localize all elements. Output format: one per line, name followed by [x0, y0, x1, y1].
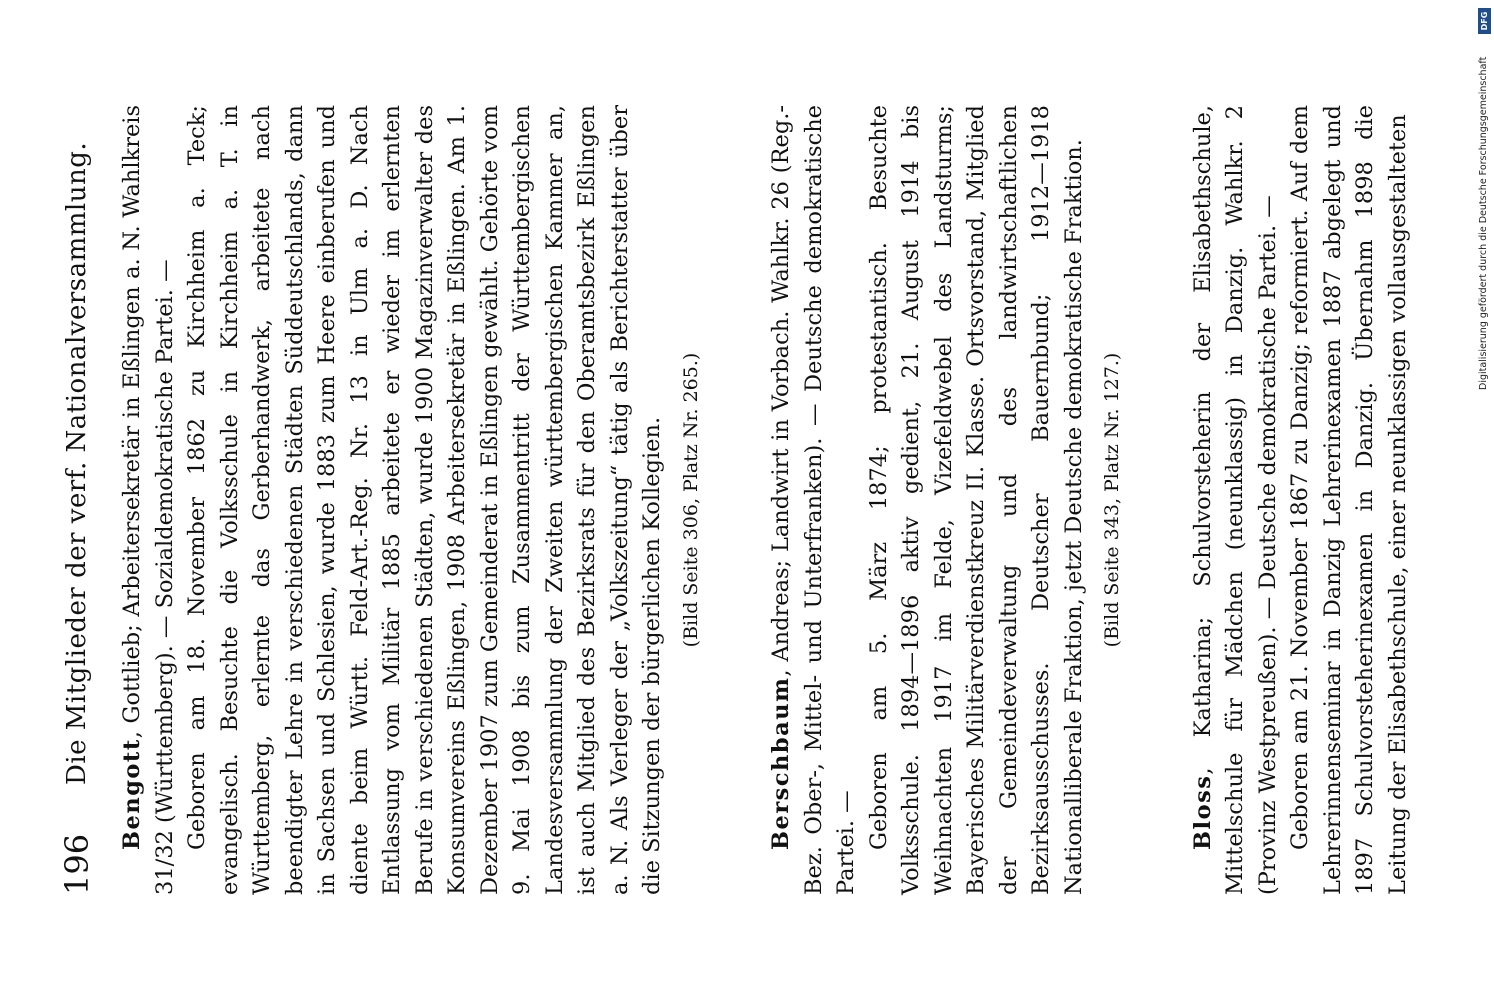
member-biography: Geboren am 18. November 1862 zu Kirchheim a. Teck; evangelisch. Besuchte die Volksschule in Kirchheim a. T. in Württemberg, erlernte das Gerberhandwerk, arbeitete nach beendigter Lehre in verschiedenen Städten Süddeutschlands, dann in Sachsen und Schlesien, wurde 1883 zum Heere einberufen und diente beim Württ. Feld-Art.-Reg. Nr. 13 in Ulm a. D. Nach Entlassung vom Militär 1885 arbeitete er wieder im erlernten Berufe in verschiedenen Städten, wurde 1900 Magazinverwalter des Konsumvereins Eßlingen, 1908 Arbeitersekretär in Eßlingen. Am 1. Dezember 1907 zum Gemeinderat in Eßlingen gewählt. Gehörte vom 9. Mai 1908 bis zum Zusammentritt der Württembergischen Landesversammlung der Zweiten württembergischen Kammer an, ist auch Mitglied des Bezirksrats für den Oberamtsbezirk Eßlingen a. N. Als Verleger der „Volkszeitung“ tätig als Berichterstatter über die Sitzungen der bürgerlichen Kollegien. — [184, 105, 665, 895]
digitization-credit — [1476, 10, 1492, 390]
member-summary: Katharina; Schulvorsteherin der Elisabethschule, Mittelschule für Mädchen (neunklassig) in Danzig. Wahlkr. 2 (Provinz Westpreußen). — Deutsche demokratische Partei. — — [1189, 105, 1281, 895]
picture-reference: (Bild Seite 343, Platz Nr. 127.) — [1101, 352, 1123, 648]
entry-berschbaum — [765, 105, 1129, 895]
entry-spacer — [707, 105, 765, 895]
running-header — [57, 105, 96, 895]
entry-heading-paragraph: Berschbaum, Andreas; Landwirt in Vorbach. Wahlkr. 26 (Reg.-Bez. Ober-, Mittel- und Unterfranken). — Deutsche demokratische Partei. — — [768, 105, 859, 895]
entry-heading-paragraph: Bloss, Katharina; Schulvorsteherin der Elisabethschule, Mittelschule für Mädchen (neunklassig) in Danzig. Wahlkr. 2 (Provinz Westpreußen). — Deutsche demokratische Partei. — — [1189, 105, 1281, 895]
entry-bloss — [1187, 105, 1415, 895]
member-summary: Andreas; Landwirt in Vorbach. Wahlkr. 26 (Reg.-Bez. Ober-, Mittel- und Unterfranken). — Deutsche demokratische Partei. — — [768, 105, 859, 895]
dfg-logo-text: DFG — [1480, 11, 1489, 31]
member-summary: Gottlieb; Arbeitersekretär in Eßlingen a. N. Wahlkreis 31/32 (Württemberg). — Sozialdemokratische Partei. — — [119, 104, 178, 895]
entry-bengott — [116, 105, 707, 895]
running-title: Die Mitglieder der verf. Nationalversammlung. — [61, 141, 92, 785]
credit-text: Digitalisierung gefördert durch die Deutsche Forschungsgemeinschaft — [1478, 56, 1489, 390]
picture-reference: (Bild Seite 306, Platz Nr. 265.) — [679, 352, 702, 648]
member-biography: Geboren am 21. November 1867 zu Danzig; reformiert. Auf dem Lehrerinnenseminar in Danzig Lehrerinexamen 1887 abgelegt und 1897 Schulvorsteherinexamen in Danzig. Übernahm 1898 die Leitung der Elisabethschule, einer neunklassigen vollausgestalteten — [1287, 105, 1411, 895]
entry-heading-paragraph: Bengott, Gottlieb; Arbeitersekretär in Eßlingen a. N. Wahlkreis 31/32 (Württemberg). — Sozialdemokratische Partei. — — [119, 104, 178, 895]
page-content — [57, 104, 1414, 895]
member-name: Bengott — [119, 738, 145, 850]
entry-spacer — [1129, 105, 1187, 895]
member-name: Bloss — [1189, 774, 1216, 850]
member-name: Berschbaum — [768, 676, 794, 850]
member-biography: Geboren am 5. März 1874; protestantisch. Besuchte Volksschule. 1894—1896 aktiv gedient, 21. August 1914 bis Weihnachten 1917 im Felde, Vizefeldwebel des Landsturms; Bayerisches Militärverdienstkreuz II. Klasse. Ortsvorstand, Mitglied der Gemeindeverwaltung und des landwirtschaftlichen Bezirksausschusses. Deutscher Bauernbund; 1912—1918 Nationalliberale Fraktion, jetzt Deutsche demokratische Fraktion. — [865, 105, 1087, 895]
page-number: 196 — [57, 833, 96, 895]
